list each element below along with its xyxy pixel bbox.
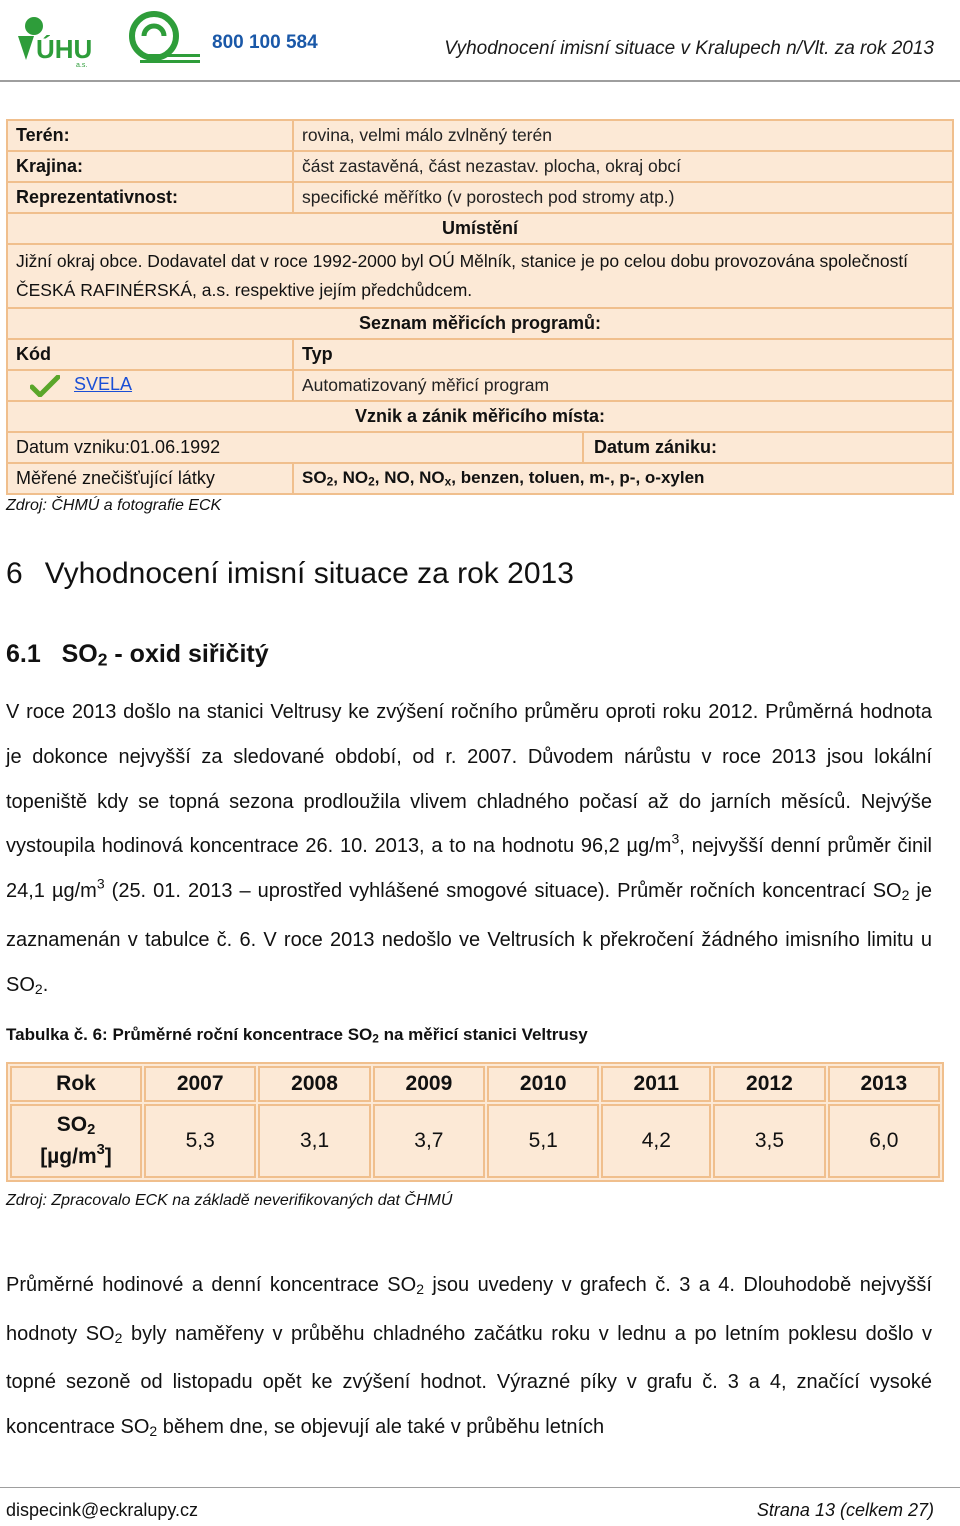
datum-zaniku: Datum zániku: [583, 432, 953, 463]
svg-text:ÚHU: ÚHU [36, 34, 93, 64]
paragraph-2: Průměrné hodinové a denní koncentrace $SO_2$ jsou uvedeny v grafech č. 3 a 4. Dlouhodobě nejvyšší hodnoty $SO_2$ byly naměřeny v průběhu chladného začátku roku v lednu a po letním poklesu došlo v topné sezoně od listopadu opět ke zvýšení hodnot. Výrazné píky v grafu č. 3 a 4, značící vysoké koncentrace $SO_2$ během dne, se objevují ale také v průběhu letních [6, 1274, 933, 1439]
value-cell: 3,5 [713, 1104, 825, 1178]
vuhu-logo [14, 12, 106, 68]
kod-label: Kód [7, 339, 293, 370]
teren-label: Terén: [7, 120, 293, 151]
rok-header: Rok [10, 1066, 142, 1102]
reprezentativnost-value: specifické měřítko (v porostech pod stromy atp.) [293, 182, 953, 213]
page-header [0, 0, 960, 80]
reprezentativnost-label: Reprezentativnost: [7, 182, 293, 213]
paragraph-1: V roce 2013 došlo na stanici Veltrusy ke zvýšení ročního průměru oproti roku 2012. Průměrná hodnota je dokonce nejvyšší za sledované období, od r. 2007. Důvodem nárůstu v roce 2013 jsou lokální topeniště kdy se topná sezona prodloužila vlivem chladného počasí až do jarních měsíců. Nejvýše vystoupila hodinová koncentrace 26. 10. 2013, a to na hodnotu 96,2 $\mu g/m^3$, nejvyšší denní průměr činil 24,1 $\mu g/m^3$ (25. 01. 2013 – uprostřed vyhlášené smogové situace). Průměr ročních koncentrací $SO_2$ je zaznamenán v tabulce č. 6. V roce 2013 nedošlo ve Veltrusích k překročení žádného imisního limitu u $SO_2$. [6, 701, 933, 997]
value-cell: 5,1 [487, 1104, 599, 1178]
typ-value: Automatizovaný měřicí program [293, 370, 953, 401]
table-caption: Tabulka č. 6: Průměrné roční koncentrace $SO_2$ na měřicí stanici Veltrusy [6, 1025, 588, 1046]
programs-heading: Seznam měřicích programů: [7, 308, 953, 339]
umisteni-heading: Umístění [7, 213, 953, 244]
year-cell: 2011 [601, 1066, 711, 1102]
footer-page-number: Strana 13 (celkem 27) [756, 1500, 934, 1520]
latky-label: Měřené znečišťující látky [7, 463, 293, 494]
so2-row-label: $SO_2$ $[\mu g/m^3]$ [10, 1104, 142, 1178]
station-info-table [6, 119, 954, 495]
typ-label: Typ [293, 339, 953, 370]
year-cell: 2013 [828, 1066, 940, 1102]
header-divider [0, 80, 960, 82]
year-cell: 2007 [144, 1066, 256, 1102]
footer-divider [0, 1487, 960, 1488]
kod-cell [7, 370, 293, 401]
year-cell: 2009 [373, 1066, 485, 1102]
ec-logo [122, 10, 322, 70]
footer-email: dispecink@eckralupy.cz [6, 1500, 199, 1520]
latky-value: $SO_2$, $NO_2$, NO, $NO_x$, benzen, toluen, m-, p-, o-xylen [293, 463, 953, 494]
year-cell: 2010 [487, 1066, 599, 1102]
value-cell: 5,3 [144, 1104, 256, 1178]
krajina-label: Krajina: [7, 151, 293, 182]
teren-value: rovina, velmi málo zvlněný terén [293, 120, 953, 151]
value-cell: 4,2 [601, 1104, 711, 1178]
value-cell: 3,7 [373, 1104, 485, 1178]
station-code-link[interactable]: SVELA [74, 374, 133, 395]
annual-so2-table [6, 1062, 944, 1182]
checkmark-icon [30, 375, 60, 397]
source-note-1: Zdroj: ČHMÚ a fotografie ECK [6, 497, 222, 514]
year-cell: 2008 [258, 1066, 370, 1102]
source-note-2: Zdroj: Zpracovalo ECK na základě neverifikovaných dat ČHMÚ [6, 1192, 453, 1209]
header-title: Vyhodnocení imisní situace v Kralupech n/Vlt. za rok 2013 [444, 38, 934, 59]
value-cell: 3,1 [258, 1104, 370, 1178]
datum-vzniku: Datum vzniku:01.06.1992 [7, 432, 583, 463]
subsection-heading: 6.1 $SO_2$ - oxid siřičitý [6, 640, 269, 670]
ec-phone: 800 100 584 [212, 32, 318, 53]
value-cell: 6,0 [828, 1104, 940, 1178]
krajina-value: část zastavěná, část nezastav. plocha, okraj obcí [293, 151, 953, 182]
umisteni-text: Jižní okraj obce. Dodavatel dat v roce 1992-2000 byl OÚ Mělník, stanice je po celou dobu provozována společností ČESKÁ RAFINÉRSKÁ, a.s. respektive jejím předchůdcem. [7, 244, 953, 308]
year-cell: 2012 [713, 1066, 825, 1102]
vznik-heading: Vznik a zánik měřicího místa: [7, 401, 953, 432]
section-heading: 6 Vyhodnocení imisní situace za rok 2013 [6, 557, 574, 590]
svg-text:a.s.: a.s. [76, 62, 88, 68]
